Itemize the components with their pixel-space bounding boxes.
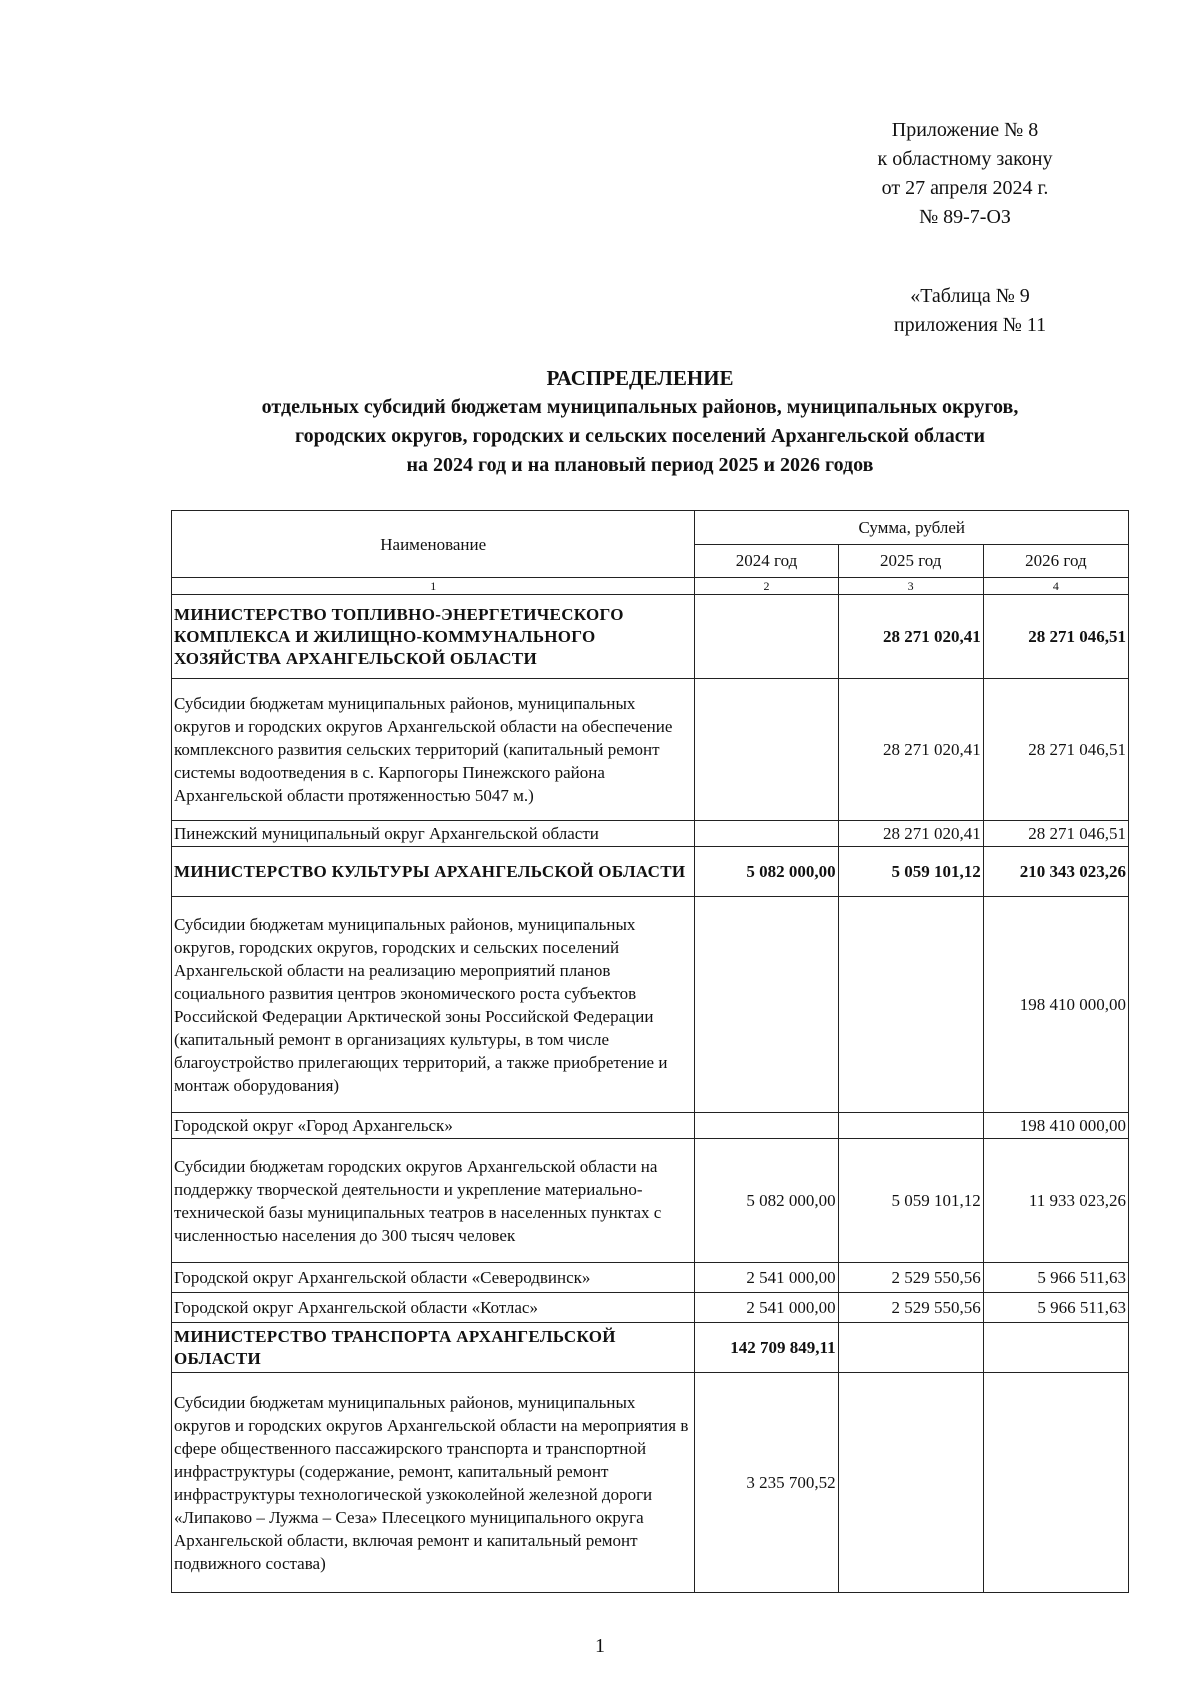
row-name: МИНИСТЕРСТВО ТОПЛИВНО-ЭНЕРГЕТИЧЕСКОГО КОМПЛЕКСА И ЖИЛИЩНО-КОММУНАЛЬНОГО ХОЗЯЙСТВА АРХАНГЕЛЬСКОЙ ОБЛАСТИ <box>172 595 695 679</box>
row-value-2026: 5 966 511,63 <box>983 1263 1128 1293</box>
row-value-2024 <box>695 897 838 1113</box>
table-row <box>172 679 1129 821</box>
column-number: 1 <box>172 578 695 595</box>
row-value-2025: 28 271 020,41 <box>838 821 983 847</box>
column-number: 4 <box>983 578 1128 595</box>
table-row <box>172 1139 1129 1263</box>
row-name: Субсидии бюджетам городских округов Архангельской области на поддержку творческой деятельности и укрепление материально-технической базы муниципальных театров в населенных пунктах с численностью населения до 300 тысяч человек <box>172 1139 695 1263</box>
table-row <box>172 595 1129 679</box>
row-value-2025: 2 529 550,56 <box>838 1263 983 1293</box>
table-row <box>172 1293 1129 1323</box>
row-name: Пинежский муниципальный округ Архангельской области <box>172 821 695 847</box>
row-value-2024 <box>695 679 838 821</box>
row-value-2025 <box>838 1373 983 1593</box>
row-value-2024: 3 235 700,52 <box>695 1373 838 1593</box>
row-value-2025: 5 059 101,12 <box>838 847 983 897</box>
row-value-2026: 28 271 046,51 <box>983 821 1128 847</box>
row-value-2026: 11 933 023,26 <box>983 1139 1128 1263</box>
row-value-2026 <box>983 1323 1128 1373</box>
row-value-2024 <box>695 821 838 847</box>
title-main: РАСПРЕДЕЛЕНИЕ <box>546 366 734 390</box>
table-row <box>172 1373 1129 1593</box>
title-line-3: на 2024 год и на плановый период 2025 и 2026 годов <box>406 454 874 476</box>
header-year-2025: 2025 год <box>838 544 983 578</box>
subsidy-table <box>171 510 1129 1593</box>
row-value-2024: 5 082 000,00 <box>695 1139 838 1263</box>
row-name: Субсидии бюджетам муниципальных районов, муниципальных округов и городских округов Архангельской области на обеспечение комплексного развития сельских территорий (капитальный ремонт системы водоотведения в с. Карпогоры Пинежского района Архангельской области протяженностью 5047 м.) <box>172 679 695 821</box>
page-number: 1 <box>595 1635 605 1657</box>
row-value-2026: 28 271 046,51 <box>983 679 1128 821</box>
row-value-2026: 5 966 511,63 <box>983 1293 1128 1323</box>
row-name: Субсидии бюджетам муниципальных районов, муниципальных округов, городских округов, городских и сельских поселений Архангельской области на реализацию мероприятий планов социального развития центров экономического роста субъектов Российской Федерации Арктической зоны Российской Федерации (капитальный ремонт в организациях культуры, в том числе благоустройство прилегающих территорий, а также приобретение и монтаж оборудования) <box>172 897 695 1113</box>
row-value-2026: 28 271 046,51 <box>983 595 1128 679</box>
row-value-2024: 2 541 000,00 <box>695 1263 838 1293</box>
table-reference <box>850 282 1090 340</box>
row-value-2026 <box>983 1373 1128 1593</box>
header-year-2024: 2024 год <box>695 544 838 578</box>
row-value-2024: 5 082 000,00 <box>695 847 838 897</box>
row-name: МИНИСТЕРСТВО КУЛЬТУРЫ АРХАНГЕЛЬСКОЙ ОБЛАСТИ <box>172 847 695 897</box>
row-value-2024: 142 709 849,11 <box>695 1323 838 1373</box>
row-name: Городской округ Архангельской области «Котлас» <box>172 1293 695 1323</box>
table-row <box>172 847 1129 897</box>
row-name: МИНИСТЕРСТВО ТРАНСПОРТА АРХАНГЕЛЬСКОЙ ОБЛАСТИ <box>172 1323 695 1373</box>
table-row <box>172 897 1129 1113</box>
row-value-2025 <box>838 1113 983 1139</box>
document-title <box>60 364 1200 480</box>
row-value-2025 <box>838 897 983 1113</box>
row-name: Субсидии бюджетам муниципальных районов, муниципальных округов и городских округов Архангельской области на мероприятия в сфере общественного пассажирского транспорта и транспортной инфраструктуры (содержание, ремонт, капитальный ремонт инфраструктуры технологической узкоколейной железной дороги «Липаково – Лужма – Сеза» Плесецкого муниципального округа Архангельской области, включая ремонт и капитальный ремонт подвижного состава) <box>172 1373 695 1593</box>
table-ref-line-2: приложения № 11 <box>893 314 1047 336</box>
appendix-line-3: от 27 апреля 2024 г. <box>881 177 1049 199</box>
header-name: Наименование <box>172 511 695 578</box>
table-row <box>172 1113 1129 1139</box>
header-year-2026: 2026 год <box>983 544 1128 578</box>
row-value-2024: 2 541 000,00 <box>695 1293 838 1323</box>
header-sum: Сумма, рублей <box>695 511 1129 545</box>
row-value-2026: 210 343 023,26 <box>983 847 1128 897</box>
row-name: Городской округ Архангельской области «Северодвинск» <box>172 1263 695 1293</box>
row-value-2026: 198 410 000,00 <box>983 897 1128 1113</box>
row-value-2026: 198 410 000,00 <box>983 1113 1128 1139</box>
title-line-2: городских округов, городских и сельских поселений Архангельской области <box>295 425 985 447</box>
row-value-2025 <box>838 1323 983 1373</box>
appendix-line-4: № 89-7-ОЗ <box>919 206 1011 228</box>
row-value-2025: 28 271 020,41 <box>838 595 983 679</box>
table-row <box>172 1323 1129 1373</box>
row-value-2025: 2 529 550,56 <box>838 1293 983 1323</box>
appendix-reference <box>820 116 1110 232</box>
column-number: 3 <box>838 578 983 595</box>
row-value-2025: 5 059 101,12 <box>838 1139 983 1263</box>
row-value-2025: 28 271 020,41 <box>838 679 983 821</box>
table-row <box>172 1263 1129 1293</box>
row-value-2024 <box>695 1113 838 1139</box>
column-number: 2 <box>695 578 838 595</box>
table-ref-line-1: «Таблица № 9 <box>910 285 1030 307</box>
table-row <box>172 821 1129 847</box>
title-line-1: отдельных субсидий бюджетам муниципальных районов, муниципальных округов, <box>261 396 1019 418</box>
appendix-line-1: Приложение № 8 <box>891 119 1039 141</box>
row-name: Городской округ «Город Архангельск» <box>172 1113 695 1139</box>
row-value-2024 <box>695 595 838 679</box>
appendix-line-2: к областному закону <box>877 148 1053 170</box>
